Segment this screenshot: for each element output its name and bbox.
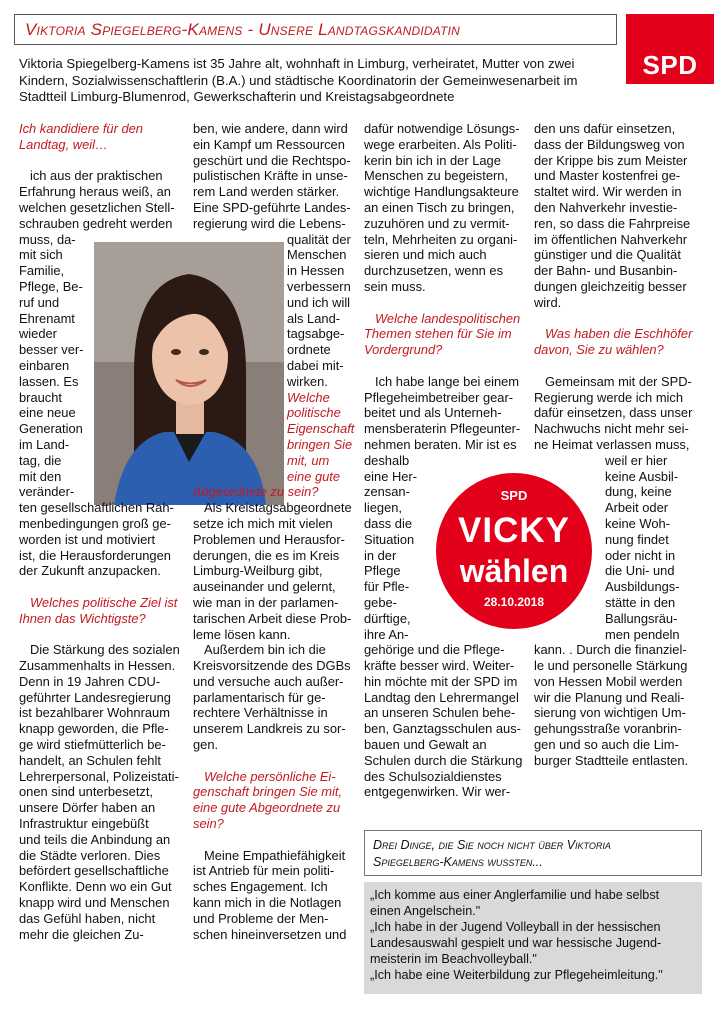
text-line: kann mich in die Notlagen [193,895,342,911]
text-line: dass der Bildungsweg von [534,136,685,152]
text-line: ist bezahlbarer Wohnraum [19,705,170,721]
text-line: verbessern [287,278,351,294]
text-line: Limburg-Weilburg gibt, [193,563,323,579]
spacer [19,627,185,643]
text-line: Problemen und Herausfor- [193,531,345,547]
text-line: entgegenwirken. Wir wer- [364,784,511,800]
text-line: gebe- [364,594,397,610]
text-line: sieren und mich auch [364,247,487,263]
badge-name: VICKY [458,511,570,550]
facts-title-box [364,830,702,876]
text-line: worden ist und motiviert [19,531,156,547]
text-line: dabei mit- [287,357,344,373]
text-line: Pflege, Be- [19,278,83,294]
question-2: Welches politische Ziel ist [30,594,178,610]
text-line: derungen, die es im Kreis [193,547,340,563]
question-4-line: genschaft bringen Sie mit, [193,784,343,800]
text-line: gen und so auch die Lim- [534,737,679,753]
text-line: an unseren Schulen behe- [364,705,516,721]
text-line: qualität der [287,231,351,247]
fact-line: „Ich habe in der Jugend Volleyball in der hessischen [370,920,661,934]
spd-logo-text: SPD [642,50,698,80]
text-line: keine Woh- [605,515,670,531]
text-line: besser ver- [19,342,84,358]
text-line: welchen gesetzlichen Stell- [19,199,175,215]
text-line: und Probleme der Men- [193,910,329,926]
text-line: sches Engagement. Ich [193,879,328,895]
text-line: den Nahverkehr investie- [534,199,678,215]
fact-line: einen Angelschein." [370,904,481,918]
text-line: ten gesellschaftlichen Rah- [19,500,174,516]
text-line: mit den [19,468,62,484]
text-line: ihre An- [364,626,409,642]
question-4-line: eine gute Abgeordnete zu [193,800,341,816]
text-line: beitet und als Unterneh- [364,405,502,421]
text-line: Lehrerpersonal, Polizeistati- [19,768,179,784]
facts-title [373,837,611,871]
text-line: der Zukunft anzupacken. [19,563,161,579]
text-line: schen hineinversetzen und [193,926,347,942]
text-line: geschürt und die Rechtspo- [193,152,351,168]
text-line: braucht [19,389,62,405]
text-line: schrauben gedreht werden [19,215,173,231]
facts-box [364,882,702,994]
spd-logo [626,14,714,84]
text-line: sierung von wichtigen Um- [534,705,686,721]
text-line: gehörige und die Pflege- [364,642,505,658]
text-line: gehungsstraße voranbrin- [534,721,682,737]
text-line: in der [364,547,397,563]
text-line: Regierung werde ich mich [534,389,684,405]
text-line: kerin bin ich in der Lage [364,152,501,168]
text-line: teln, Mehrheiten zu organi- [364,231,518,247]
text-line: le und personelle Stärkung [534,658,688,674]
question-3-line: Abgeordnete zu sein? [193,484,319,500]
question-6: Was haben die Eschhöfer [545,326,693,342]
text-line: ist Antrieb für mein politi- [193,863,335,879]
column-1 [19,121,185,942]
text-line: gen. [193,737,219,753]
fact-line: „Ich komme aus einer Anglerfamilie und habe selbst [370,888,660,902]
text-line: muss, da- [19,231,76,247]
spacer [534,358,714,374]
text-line: mehr die gleichen Zu- [19,926,144,942]
spacer [19,153,185,169]
text-line: Ausbildungs- [605,579,680,595]
text-line: stätte in den [605,594,676,610]
text-line: der Bahn- und Busanbin- [534,263,678,279]
question-3-line: Eigenschaft [287,421,355,437]
text-line: mit sich [19,247,63,263]
text-line: den uns dafür einsetzen, [534,121,676,136]
question-3: Welche [287,389,330,405]
question-5: Welche landespolitischen [375,310,521,326]
text-line: ben, wie andere, dann wird [193,121,348,136]
text-line: einbaren [19,357,70,373]
text-line: knapp geworden, die Pfle- [19,721,169,737]
text-line: mensberaterin Pflegeunter- [364,421,521,437]
text-line: Konflikte. Denn wo ein Gut [19,879,172,895]
text-line: Zusammenhalts in Hessen. [19,658,176,674]
text-line: der Krippe bis zum Meister [534,152,688,168]
text-line: Kreisvorsitzende des DGBs [193,658,351,674]
text-line: befördert gesellschaftliche [19,863,169,879]
text-line: ist, die Herausforderungen [19,547,171,563]
text-line: Die Stärkung des sozialen [30,642,180,658]
text-line: veränder- [19,484,75,500]
text-line: dürftige, [364,610,411,626]
text-line: als Land- [287,310,341,326]
text-line: ordnete [287,342,331,358]
text-line: die Städte verloren. Dies [19,847,161,863]
text-line: unsere Dörfer haben an [19,800,156,816]
text-line: weil er hier [605,452,668,468]
intro-paragraph: Viktoria Spiegelberg-Kamens ist 35 Jahre alt, wohnhaft in Limburg, verheiratet, Mutter von zwei Kindern, Sozialwissenschaftlerin (B.A.) und städtische Koordinatorin der Gemeinwesenarbeit im Stadtteil Limburg-Blumenrod, Gewerkschafterin und Kreistagsabgeordnete [19,56,578,104]
text-line: des Schulsozialdienstes [364,768,502,784]
text-line: zuzuhören und zu vermit- [364,215,510,231]
text-line: in Hessen [287,263,345,279]
text-line: das Gefühl haben, nicht [19,910,156,926]
text-line: keine Ausbil- [605,468,679,484]
text-line: eine Her- [364,468,418,484]
question-5-line: Themen stehen für Sie im [364,326,512,342]
text-line: oder nicht in [605,547,676,563]
text-line: ne Heimat verlassen muss, [534,436,690,452]
text-line: rechtere Verhältnisse in [193,705,328,721]
spacer [193,753,358,769]
text-line: dafür einsetzen, dass unser [534,405,693,421]
spacer [364,295,530,311]
column-2 [193,121,358,942]
text-line: parlamentarisch für ge- [193,689,326,705]
question-3-line: eine gute [287,468,341,484]
text-line: pulistischen Kräfte in unse- [193,168,348,184]
text-line: wie man in der parlamen- [193,594,339,610]
text-line: unserem Landkreis zu sor- [193,721,346,737]
text-line: nehmen beraten. Mir ist es [364,436,517,452]
text-line: Als Kreistagsabgeordnete [204,500,352,516]
text-line: dung, keine [605,484,672,500]
text-line: wieder [19,326,57,342]
question-1-line: Landtag, weil… [19,136,108,152]
text-line: leme lösen kann. [193,626,291,642]
text-line: ein Kampf um Ressourcen [193,136,345,152]
text-line: dass die [364,515,413,531]
spacer [534,311,714,327]
text-line: für Pfle- [364,579,410,595]
text-line: Menschen zu begeistern, [364,168,509,184]
text-line: Schulen durch die Stärkung [364,752,523,768]
text-line: setze ich mich mit vielen [193,515,333,531]
text-line: Erfahrung heraus weiß, an [19,184,171,200]
text-line: sein muss. [364,278,426,294]
column-4 [534,121,714,769]
text-line: und versuche auch außer- [193,673,344,689]
text-line: menbedingungen groß ge- [19,515,171,531]
text-line: tarischen Arbeit diese Prob- [193,610,352,626]
text-line: Ballungsräu- [605,610,678,626]
text-line: und teils die Anbindung an [19,831,171,847]
text-line: tag, die [19,452,62,468]
text-line: geführter Landesregierung [19,689,171,705]
question-4-line: sein? [193,816,224,832]
question-4: Welche persönliche Ei- [204,768,336,784]
text-line: zensan- [364,484,410,500]
badge-call: wählen [459,553,569,589]
question-1: Ich kandidiere für den [19,121,143,136]
question-2-line: Ihnen das Wichtigste? [19,610,146,626]
spacer [364,358,530,374]
text-line: handelt, an Schulen fehlt [19,752,161,768]
text-line: durchzusetzen, wenn es [364,263,504,279]
text-line: ich aus der praktischen [30,168,163,184]
text-line: Meine Empathiefähigkeit [204,847,346,863]
headline: Viktoria Spiegelberg-Kamens - Unsere Landtagskandidatin [25,20,461,39]
text-line: Pflege [364,563,401,579]
text-line: lassen. Es [19,373,79,389]
text-line: und Master kostenfrei ge- [534,168,681,184]
headline-box [14,14,617,45]
text-line: nung findet [605,531,669,547]
fact-line: meisterin im Beachvolleyball." [370,952,537,966]
text-line: men pendeln [605,626,680,642]
text-line: ben, Ganztagsschulen aus- [364,721,521,737]
question-3-line: politische [287,405,341,421]
facts-title-line: Drei Dinge, die Sie noch nicht über Viktoria [373,838,611,852]
text-line: Landtag den Lehrermangel [364,689,519,705]
text-line: wege erarbeiten. Als Politi- [364,136,517,152]
text-line: kann. . Durch die finanziel- [534,642,687,658]
text-line: deshalb [364,452,410,468]
text-line: burger Stadtteile entlasten. [534,752,689,768]
text-line: tagsabge- [287,326,345,342]
text-line: ruf und [19,294,60,310]
text-line: auseinander und gelernt, [193,579,336,595]
text-line: von Hessen Mobil werden [534,673,683,689]
text-line: wirken. [287,373,328,389]
text-line: wichtige Handlungsakteure [364,184,519,200]
text-line: Generation [19,421,83,437]
text-line: Gemeinsam mit der SPD- [545,373,692,389]
question-6-line: davon, Sie zu wählen? [534,342,664,358]
text-line: im Land- [19,436,70,452]
spacer [19,579,185,595]
text-line: Arbeit oder [605,500,669,516]
text-line: ge wird stiefmütterlich be- [19,737,166,753]
text-line: Eine SPD-geführte Landes- [193,199,351,215]
text-line: knapp wird und Menschen [19,895,170,911]
text-line: dungen gleichzeitig besser [534,278,687,294]
text-line: Nachwuchs nicht mehr sei- [534,421,689,437]
text-line: ren, so dass die Fahrpreise [534,215,691,231]
text-line: dafür notwendige Lösungs- [364,121,520,136]
text-line: Menschen [287,247,347,263]
text-line: Außerdem bin ich die [204,642,326,658]
text-line: regierung wird die Lebens- [193,215,346,231]
question-5-line: Vordergrund? [364,342,443,358]
text-line: bauen und Gewalt an [364,737,487,753]
text-line: staltet wird. Wir werden in [534,184,682,200]
text-line: günstiger und die Qualität [534,247,681,263]
text-line: rem Land werden stärker. [193,184,340,200]
text-line: im öffentlichen Nahverkehr [534,231,688,247]
text-line: wir die Planung und Reali- [534,689,685,705]
text-line: wird. [534,294,562,310]
text-line: Infrastruktur eingebüßt [19,816,149,832]
text-line: Situation [364,531,415,547]
text-line: Ich habe lange bei einem [375,373,520,389]
text-line: Denn in 19 Jahren CDU- [19,673,161,689]
text-line: hin möchte mit der SPD im [364,673,518,689]
text-line: Ehrenamt [19,310,75,326]
text-line: und ich will [287,294,351,310]
fact-line: „Ich habe eine Weiterbildung zur Pflegeheimleitung." [370,968,663,982]
text-line: onen sind unterbesetzt, [19,784,154,800]
question-3-line: mit, um [287,452,330,468]
text-line: liegen, [364,500,402,516]
facts-title-line: Spiegelberg-Kamens wussten... [373,855,543,869]
column-3 [364,121,530,800]
fact-line: Landesauswahl gespielt und war hessische Jugend- [370,936,662,950]
spacer [193,832,358,848]
text-line: eine neue [19,405,76,421]
badge-date: 28.10.2018 [483,595,545,609]
text-line: an einen Tisch zu bringen, [364,199,515,215]
text-line: kräfte besser wird. Weiter- [364,658,515,674]
text-line: Familie, [19,263,65,279]
text-line: Pflegeheimbetreiber gear- [364,389,514,405]
badge-party: SPD [500,488,528,503]
question-3-line: bringen Sie [287,436,353,452]
text-line: die Uni- und [605,563,675,579]
